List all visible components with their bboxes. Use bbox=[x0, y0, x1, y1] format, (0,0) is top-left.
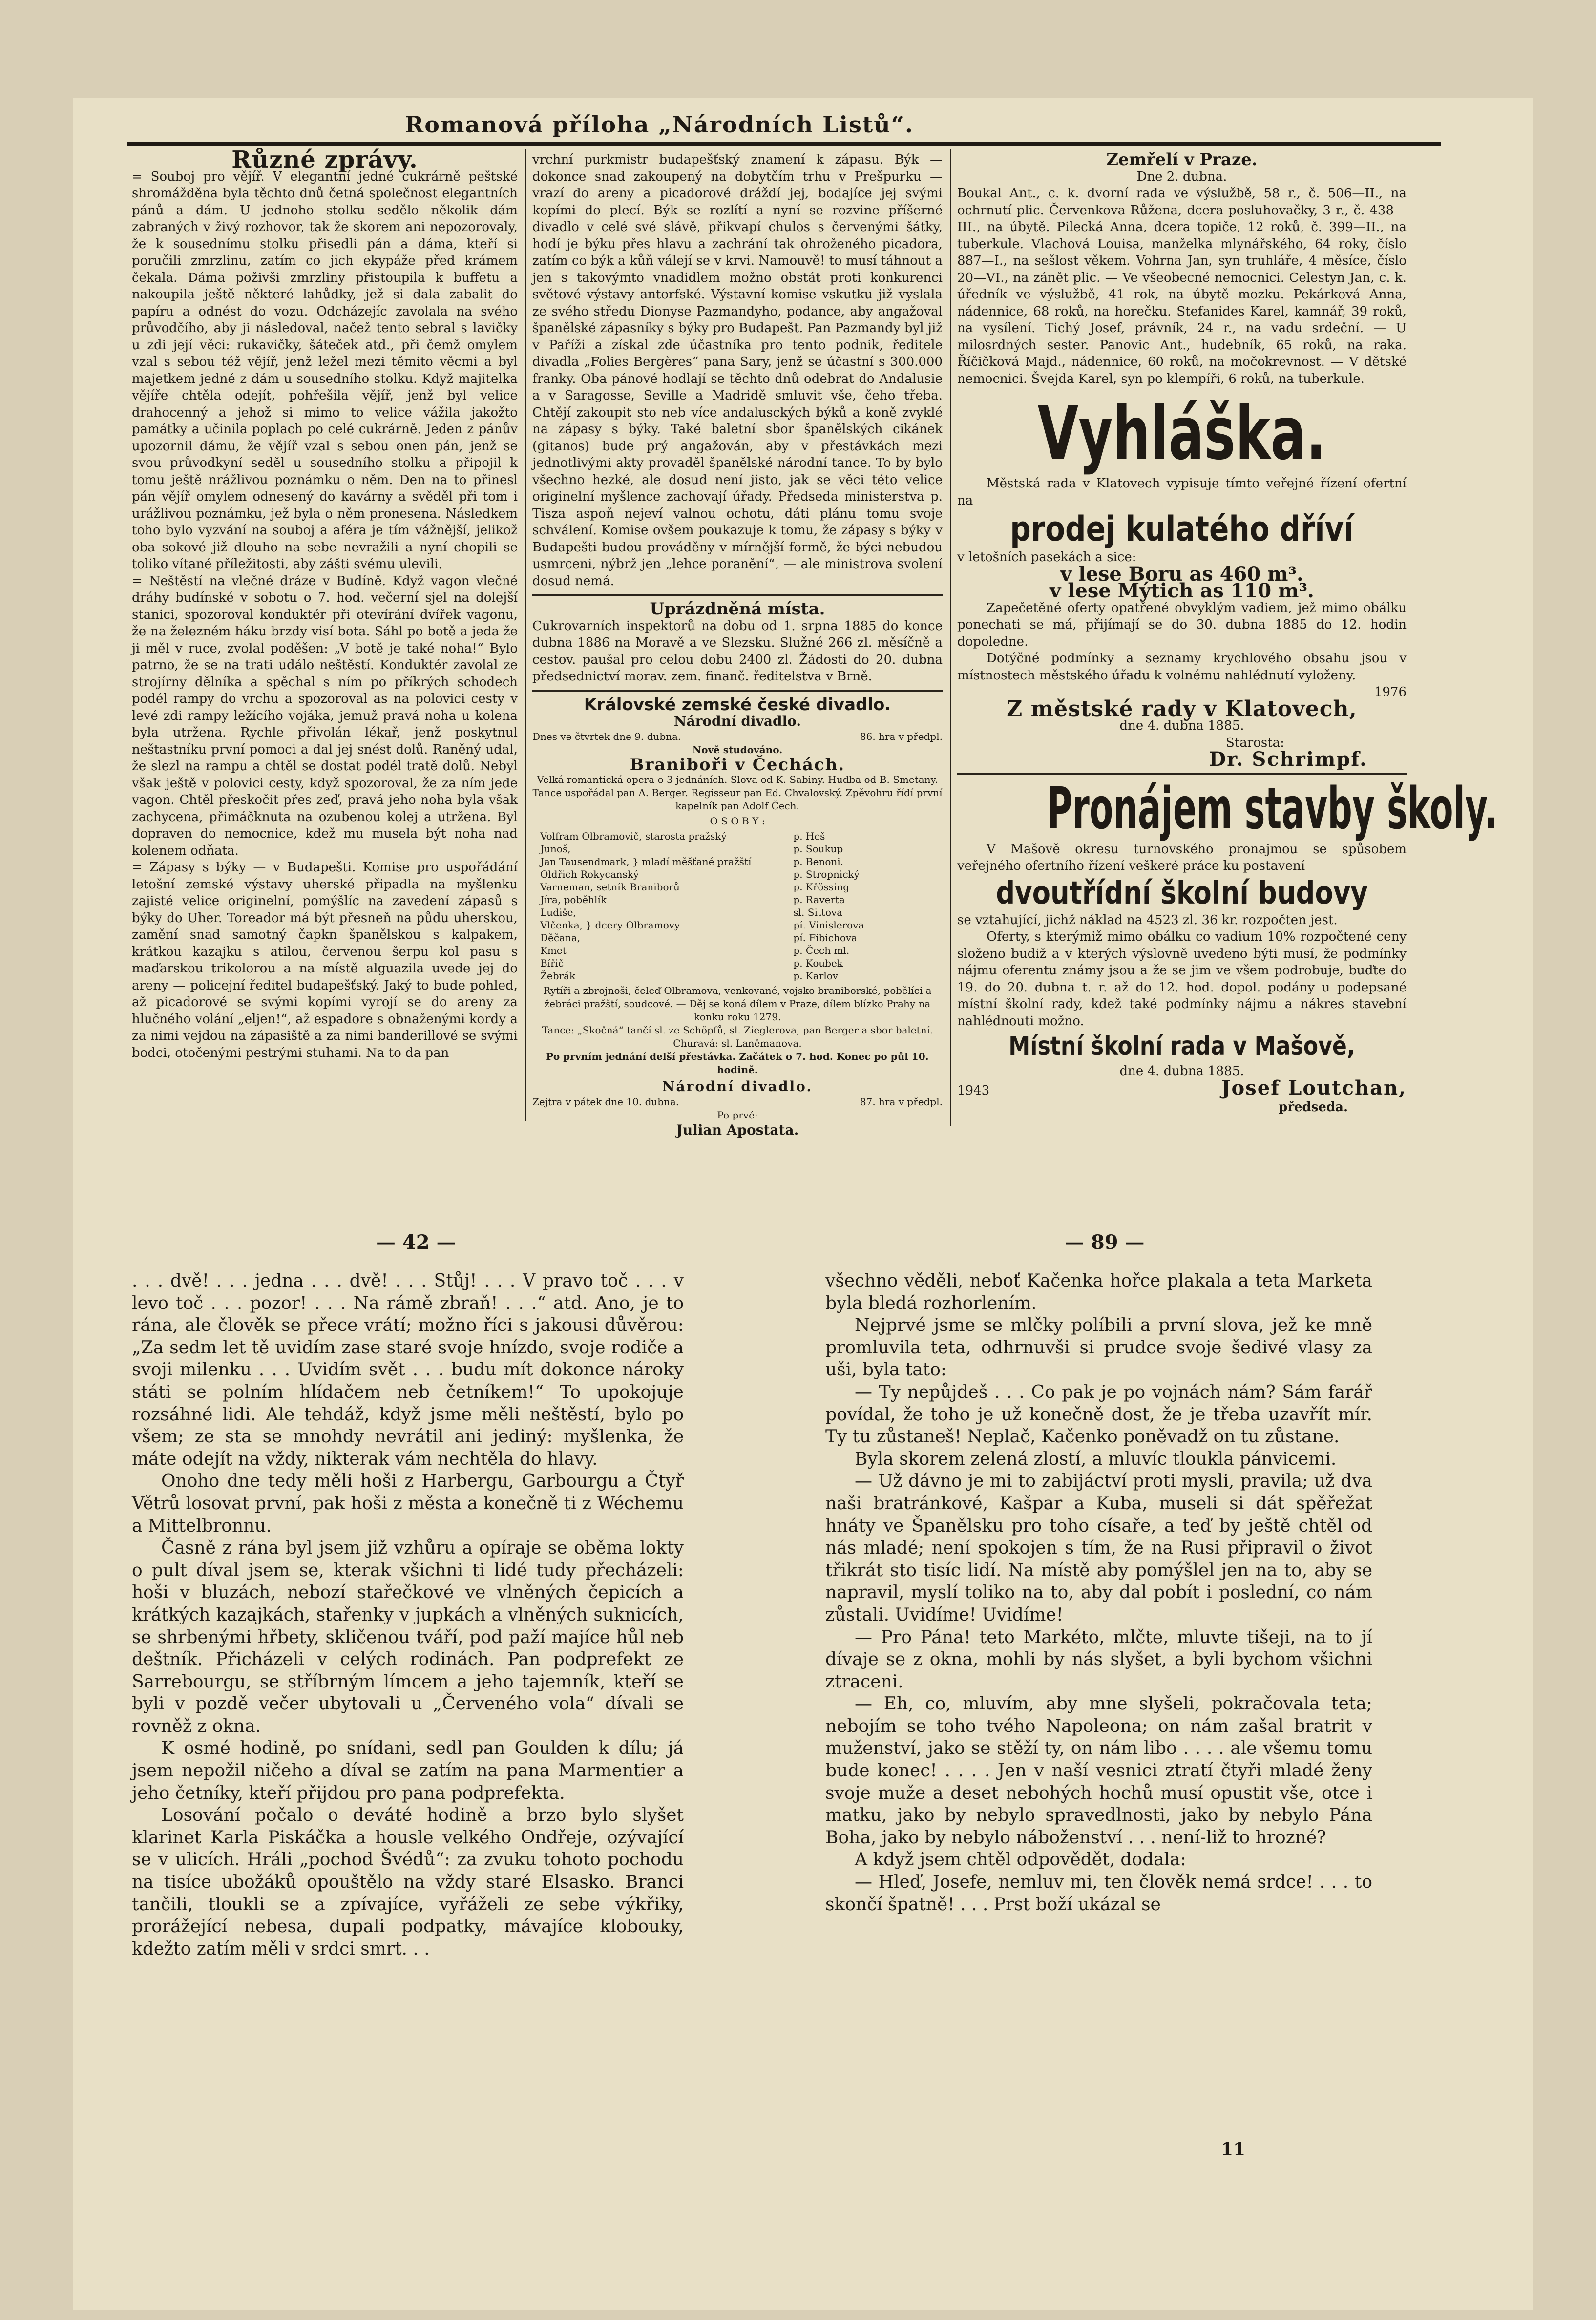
article-zapasy-cont: vrchní purkmistr budapešťský znamení k zápasu. Býk — dokonce snad zakoupený na dobytčím trhu v Prešpurku — vrazí do areny a picadorové dráždí jej, bodajíce jej svými kopími do plecí. Býk se rozlítí a nyní se rozvine příšerné divadlo v celé své slávě, přikvapí chulos s červenými šátky, hodí je býku přes hlavu a zachrání tak ohroženého picadora, zatím co býk a kůň válejí se v krvi. Namouvě! to musí táhnout a jen s takovýmto vnadidlem možno obstát proti konkurenci světové výstavy antorfské. Výstavní komise vskutku již vyslala ze svého středu Dionyse Pazmandyho, podance, aby angažoval španělské zápasníky s býky pro Budapešt. Pan Pazmandy byl již v Paříži a získal zde účastníka pro tento podnik, ředitele divadla „Folies Bergères“ pana Sary, jenž se účastní s 300.000 franky. Oba pánové hodlají se těchto dnů odebrat do Andalusie a v Saragosse, Seville a Madridě smluvit vše, čeho třeba. Chtějí zakoupit sto neb více andalusckých býků a koně zvyklé na zápasy s býky. Také baletní sbor španělských cikánek (gitanos) bude prý angažován, aby v přestávkách mezi jednotlivými akty provaděl španělské národní tance. To by bylo všechno hezké, ale dosud není jisto, jak se věci této velice originelní myšlence zachovají úřady. Předseda ministerstva p. Tisza aspoň nejeví valnou ochotu, dáti plánu tomu svoje schválení. Komise ovšem poukazuje k tomu, že zápasy s býky v Budapešti budou prováděny v mírnější formě, že býci nebudou usmrceni, nýbrž jen „lehce poranění“, — ale ministrova svolení dosud nemá. bbox=[532, 152, 943, 589]
new-study: Nově studováno. bbox=[692, 743, 783, 756]
heading-uprazdnena-mista: Uprázdněná místa. bbox=[650, 599, 825, 619]
signature-mark: 11 bbox=[1221, 2139, 1246, 2160]
left-paragraph-4: K osmé hodině, po snídani, sedl pan Goulden k dílu; já jsem nepožil ničeho a díval se zatím na pana Marmentier a jeho četníky, kteří přijdou pro pana podprefekta. bbox=[132, 1738, 684, 1803]
right-paragraph-4: Byla skorem zelená zlostí, a mluvíc tloukla pánvicemi. bbox=[855, 1449, 1337, 1469]
cast-row bbox=[537, 906, 867, 919]
column-2 bbox=[532, 151, 943, 1138]
cast-actor: p. Karlov bbox=[793, 970, 839, 982]
vyhlaska-starosta: Starosta: bbox=[1226, 735, 1284, 750]
cast-actor: p. Čech ml. bbox=[793, 945, 850, 956]
right-paragraph-5: — Už dávno je mi to zabijáctví proti mysli, pravila; už dva naši bratránkové, Kašpar a Kuba, museli si dát spěřežat hnáty ve Španělsku pro toho císaře, a teď by ještě chtěl od nás mladé; není spokojen s tím, že na Rusi připravil o život třikrát sto tisíc lidí. Na místě aby pomýšlel jen na to, aby se napravil, myslí toliko na to, aby dal pobít i poslední, co nám zůstali. Uvidíme! Uvidíme! bbox=[825, 1471, 1372, 1625]
cast-role: Oldřich Rokycanský bbox=[540, 868, 639, 880]
cast-list bbox=[537, 830, 867, 982]
pronajem-number: 1943 bbox=[957, 1083, 990, 1098]
cast-role: Kmet bbox=[540, 945, 567, 956]
cast-heading: O S O B Y : bbox=[710, 815, 765, 827]
costume-note: Churavá: sl. Laněmanova. bbox=[673, 1037, 802, 1049]
cast-role: Ludiše, bbox=[540, 907, 576, 918]
vyhlaska-headline: prodej kulatého dříví bbox=[1010, 509, 1354, 549]
article-zapasy: = Zápasy s býky — v Budapešti. Komise pro uspořádání letošní zemské výstavy uherské připadla na myšlenku zajisté velice originelní, pomýšlíc na zavedení zápasů s býky do Uher. Toreador má být přesneň na půdu uherskou, zamění snad samotný čapkn španělskou s kalpakem, krátkou kazajku s atilou, červenou šerpu kol pasu s maďarskou trikolorou a na místě alguazila uvede jej do areny — policejní ředitel budapešťský. Jaký to bude pohled, až picadorové se svými kopími vyrojí se do areny za hlučného volání „eljen!“, až espadore s obnaženými kordy a za nimi vejdou na zápasiště a za nimi banderillové se svými bodci, otočenými pestrými stuhami. Na to da pan bbox=[132, 860, 518, 1060]
section-rule bbox=[532, 690, 943, 692]
masthead-rule bbox=[127, 142, 1441, 146]
cast-actor: pí. Fibichova bbox=[793, 932, 858, 944]
cast-row bbox=[537, 855, 867, 868]
left-paragraph-1: . . . dvě! . . . jedna . . . dvě! . . . Stůj! . . . V pravo toč . . . v levo toč . . . pozor! . . . Na rámě zbraň! . . .“ atd. Ano, je to rána, ale člověk se přece vrátí; možno říci s jakousi důvěrou: „Za sedm let tě uvidím zase staré svoje hnízdo, svoje rodiče a svoji milenku . . . Uvidím svět . . . budu mít dokonce nároky státi se polním hlídačem neb četníkem!“ To upokojuje rozsáhné lidi. Ale tehdáž, když jsme měli neštěstí, bylo po všem; ze sta se mnohdy nevrátil ani jediný: myšlenka, že máte odejít na vždy, nikterak vám nechtěla do hlavy. bbox=[132, 1271, 684, 1469]
vyhlaska-date: dne 4. dubna 1885. bbox=[1119, 718, 1244, 733]
cast-actor: p. Koubek bbox=[793, 957, 843, 969]
cast-role: Varneman, setník Braniborů bbox=[540, 881, 680, 893]
pronajem-text3: Oferty, s kterýmiž mimo obálku co vadium 10% rozpočtené ceny složeno budiž a v kterých výslovně uvedeno býti musí, že podmínky nájmu oferentu známy jsou a že se jim ve všem podrobuje, buďte do 19. do 20. dubna t. r. až do 12. hod. dopol. podány u podepsané místní školní rady, kdež také podmínky nájmu a nákres stavební nahlédnouti možno. bbox=[957, 929, 1407, 1029]
vyhlaska-text2: v letošních pasekách a sice: bbox=[957, 550, 1136, 565]
cast-row bbox=[537, 970, 867, 982]
pronajem-text2: se vztahující, jichž náklad na 4523 zl. 36 kr. rozpočten jest. bbox=[957, 912, 1338, 928]
tomorrow-line bbox=[532, 1096, 943, 1109]
today-subscription: 86. hra v předpl. bbox=[860, 730, 943, 742]
cast-actor: p. Křössing bbox=[793, 881, 850, 893]
cast-actor: p. Raverta bbox=[793, 894, 845, 906]
tomorrow-subscription: 87. hra v předpl. bbox=[860, 1096, 943, 1108]
dance-note: Tance: „Skočná“ tančí sl. ze Schöpfů, sl. Zieglerova, pan Berger a sbor baletní. bbox=[542, 1024, 933, 1036]
cast-actor: sl. Sittova bbox=[793, 907, 843, 918]
vyhlaska-line2: v lese Mýtich as 110 m³. bbox=[1050, 579, 1314, 602]
right-paragraph-6: — Pro Pána! teto Markéto, mlčte, mluvte tišeji, na to jí dívaje se z okna, mohli by nás slyšet, a byli bychom všichni ztraceni. bbox=[825, 1627, 1372, 1692]
cast-row bbox=[537, 944, 867, 957]
theatre-subheading: Národní divadlo. bbox=[673, 713, 801, 729]
cast-actor: p. Stropnický bbox=[793, 868, 860, 880]
cast-role: Junoš, bbox=[540, 843, 571, 855]
column-separator bbox=[950, 149, 951, 1126]
deaths-text: Boukal Ant., c. k. dvorní rada ve výslužbě, 58 r., č. 506—II., na ochrnutí plic. Červenkova Růžena, dcera posluhovačky, 3 r., č. 438—III., na úbytě. Pilecká Anna, dcera topiče, 12 roků, č. 399—II., na tuberkule. Vlachová Louisa, manželka mlynářského, 64 roky, číslo 887—I., na sešlost věkem. Vohrna Jan, syn truhláře, 4 měsíce, číslo 20—VI., na zánět plic. — Ve všeobecné nemocnici. Celestyn Jan, c. k. úředník ve výslužbě, 41 rok, na úbytě mozku. Pekárková Anna, nádennice, 68 roků, na horečku. Stefanides Karel, kamnář, 39 roků, na vysílení. Tichý Josef, právník, 24 r., na vadu srdeční. — U milosrdných sester. Panovic Ant., hudebník, 65 roků, na raka. Říčičková Majd., nádennice, 60 roků, na močokrevnost. — V dětské nemocnici. Švejda Karel, syn po klempíři, 6 roků, na tuberkule. bbox=[957, 186, 1407, 386]
heading-ruzne-zpravy: Různé zprávy. bbox=[231, 146, 418, 173]
vyhlaska-text4: Dotýčné podmínky a seznamy krychlového obsahu jsou v místnostech městského úřadu k volnému nahlédnutí vyloženy. bbox=[957, 651, 1407, 683]
pronajem-title: Pronájem stavby školy. bbox=[1047, 774, 1498, 842]
cast-row bbox=[537, 830, 867, 843]
vyhlaska-title: Vyhláška. bbox=[1037, 391, 1326, 476]
cast-row bbox=[537, 868, 867, 881]
right-paragraph-7: — Eh, co, mluvím, aby mne slyšeli, pokračovala teta; nebojím se toho tvého Napoleona; on nám zašal bratrit v muženství, jako se stěží ty, on nám libo . . . . ale všemu tomu bude konec! . . . . Jen v naší vesnici ztratí čtyři mladé ženy svoje muže a deset nebohých hochů musí opustit vše, otce i matku, jako by nebylo spravedlnosti, jako by nebylo Pána Boha, jako by nebylo náboženství . . . není-liž to hrozné? bbox=[825, 1694, 1372, 1848]
page-number-left: — 42 — bbox=[376, 1231, 456, 1254]
cast-actor: p. Soukup bbox=[793, 843, 843, 855]
left-paragraph-3: Časně z rána byl jsem již vzhůru a opíraje se oběma lokty o pult díval jsem se, kterak všichni ti lidé tudy přecházeli: hoši v bluzách, nebozí stařečkové ve vlněných čepicích a krátkých kazajkách, stařenky v jupkách a vlněných suknicích, se shrbenými hřbety, skličenou tváří, pod paží majíce hůl neb deštník. Přicházeli v celých rodinách. Pan podprefekt ze Sarrebourgu, se stříbrným límcem a jeho tajemník, kteří se byli v pozdě večer ubytovali u „Červeného vola“ dívali se rovněž z okna. bbox=[132, 1538, 684, 1736]
vyhlaska-text3: Zapečetěné oferty opatřené obvyklým vadiem, jež mimo obálku ponechati se má, přijímají se do 30. dubna 1885 do 12. hodin dopoledne. bbox=[957, 600, 1407, 649]
cast-row bbox=[537, 843, 867, 855]
pronajem-intro: V Mašově okresu turnovského pronajmou se spůsobem veřejného ofertního řízení veškeré práce ku postavení bbox=[957, 842, 1407, 873]
column-1 bbox=[132, 146, 518, 1123]
lower-left-page bbox=[132, 1270, 684, 2188]
pronajem-council: Místní školní rada v Mašově, bbox=[1008, 1032, 1355, 1061]
page-number-right: — 89 — bbox=[1065, 1231, 1145, 1254]
play2-title: Julian Apostata. bbox=[676, 1121, 799, 1138]
cast-role: Bířič bbox=[540, 957, 564, 969]
article-souboj: = Souboj pro vějíř. V elegantní jedné cukrárně peštské shromážděna byla těchto dnů četná společnost elegantních pánů a dám. U jednoho stolku sedělo několik dám zabraných v živý rozhovor, tak že skorem ani nepozorovaly, že k sousednímu stolku přisedli pán a dáma, kteří si poručili zmrzlinu, zatím co jich ekypáže před krámem čekala. Dáma poživši zmrzliny přistoupila k buffetu a nakoupila ještě některé lahůdky, jež si dala zabalit do papíru a odnést do vozu. Odcházejíc zavolala na svého průvodčího, aby ji následoval, načež tento sebral s lavičky u zdi její věci: rukavičky, šáteček atd., při čemž omylem vzal s sebou též vějíř, jenž ležel mezi těmito věcmi a byl majetkem jedné z dám u sousedního stolku. Když majitelka vějíře chtěla odejít, pohřešila vějíř, jenž byl velice drahocenný a jehož si mimo to velice vážila jakožto památky a učinila poplach po celé cukrárně. Jeden z pánův upozornil dámu, že vějíř vzal s sebou onen pán, jenž se svou průvodkyní seděl u sousedního stolku a připojil k tomu ještě nrážlivou poznámku o něm. Den na to přinesl pán vějíř omylem odnesený do kavárny a svěděl při tom i urážlivou poznámku, jež byla o něm pronesena. Následkem toho bylo vyzvání na souboj a aféra je tím vážnější, jelikož oba sokové již dlouho na sebe nevražili a nyní chopili se toliko vítané příležitosti, aby zášti svému ulevili. bbox=[132, 169, 518, 571]
cast-actor: pí. Vinislerova bbox=[793, 919, 864, 931]
vyhlaska-number: 1976 bbox=[1374, 685, 1407, 699]
cast-note: Rytíři a zbrojnoši, čeleď Olbramova, venkované, vojsko braniborské, pobělíci a žebráci pražští, soudcové. — Děj se koná dílem v Praze, dílem blízko Prahy na konku roku 1279. bbox=[543, 985, 932, 1023]
vyhlaska-intro: Městská rada v Klatovech vypisuje tímto veřejné řízení ofertní na bbox=[957, 476, 1407, 508]
vacancy-text: Cukrovarních inspektorů na dobu od 1. srpna 1885 do konce dubna 1886 na Moravě a ve Slezsku. Služné 266 zl. měsíčně a cestov. paušal pro celou dobu 2400 zl. Žádosti do 20. dubna předsednictví morav. zem. finanč. ředitelstva v Brně. bbox=[532, 618, 943, 684]
play-description: Velká romantická opera o 3 jednáních. Slova od K. Sabiny. Hudba od B. Smetany. Tance uspořádal pan A. Berger. Regisseur pan Ed. Chvalovský. Zpěvohru řídí první kapelník pan Adolf Čech. bbox=[532, 774, 943, 812]
right-paragraph-3: — Ty nepůjdeš . . . Co pak je po vojnách nám? Sám farář povídal, že toho je už konečně dost, že je třeba uzavřít mír. Ty tu zůstaneš! Neplač, Kačenko poněvadž on tu zůstane. bbox=[825, 1382, 1372, 1447]
column-separator bbox=[525, 149, 526, 1121]
left-paragraph-5: Losování počalo o deváté hodině a brzo bylo slyšet klarinet Karla Piskáčka a housle velkého Ondřeje, ozývající se v ulicích. Hráli „pochod Švédů“: za zvuku tohoto pochodu na tisíce ubožáků opouštělo na vždy staré Elsasko. Branci tančili, tloukli se a zpívajíce, vyřáželi ze sebe výkřiky, prorážející nebesa, dupali podpatky, mávajíce klobouky, kdežto zatím měli v srdci smrt. . . bbox=[132, 1805, 684, 1959]
lower-right-page bbox=[825, 1270, 1372, 2188]
cast-row bbox=[537, 931, 867, 944]
cast-actor: p. Benoni. bbox=[793, 856, 843, 867]
pronajem-signature: Josef Loutchan, bbox=[1221, 1076, 1407, 1099]
today-line bbox=[532, 730, 943, 743]
right-paragraph-2: Nejprvé jsme se mlčky políbili a první slova, jež ke mně promluvila teta, odhrnuvši si prudce svoje šedivé vlasy za uši, byla tato: bbox=[825, 1315, 1372, 1380]
start-note: Po prvním jednání delší přestávka. Začátek o 7. hod. Konec po půl 10. hodině. bbox=[546, 1051, 929, 1076]
vyhlaska-signature: Dr. Schrimpf. bbox=[1209, 748, 1367, 771]
pronajem-date: dne 4. dubna 1885. bbox=[1119, 1064, 1244, 1078]
right-paragraph-8: A když jsem chtěl odpovědět, dodala: bbox=[855, 1850, 1186, 1870]
section-rule bbox=[532, 594, 943, 596]
play-title: Braniboři v Čechách. bbox=[630, 755, 845, 775]
theatre2-heading: Národní divadlo. bbox=[662, 1078, 813, 1095]
right-paragraph-1: všechno věděli, neboť Kačenka hořce plakala a teta Marketa byla bledá rozhorlením. bbox=[825, 1271, 1372, 1313]
cast-row bbox=[537, 919, 867, 931]
cast-role: Vlčenka, } dcery Olbramovy bbox=[540, 919, 680, 931]
deaths-date: Dne 2. dubna. bbox=[1136, 169, 1227, 184]
cast-row bbox=[537, 893, 867, 906]
masthead: Romanová příloha „Národních Listů“. bbox=[404, 111, 914, 138]
deaths-heading: Zemřelí v Praze. bbox=[1106, 150, 1258, 169]
first-time: Po prvé: bbox=[717, 1109, 758, 1121]
cast-role: Jan Tausendmark, } mladí měšťané pražští bbox=[540, 856, 752, 867]
cast-actor: p. Heš bbox=[793, 830, 825, 842]
article-nestesti: = Neštěstí na vlečné dráze v Budíně. Když vagon vlečné dráhy budínské v sobotu o 7. hod. večerní sjel na dolejší stanici, spozoroval konduktér při otevírání dvířek vagonu, že na železném háku brzdy visí bota. Sáhl po botě a jeda že ji měl v ruce, zvolal poděšen: „V botě je také noha!“ Bylo patrno, že se na trati událo neštěstí. Konduktér zavolal ze strojírny dělníka a spěchal s ním po příkrých schodech podél rampy do vrchu a spozoroval as na polovici cesty v levé zdi rampy ležícího vojáka, jemuž pravá noha u kolena byla utržena. Rychle přivolán lékař, jenž poskytnul neštastníku první pomoci a dal jej snést dolů. Raněný udal, že slezl na rampu a chtěl se dostat podél tratě dolů. Nebyl však ještě v polovici cesty, když spozoroval, že za ním jede vagon. Chtěl přeskočit přes zeď, pravá jeho noha byla však zachycena, přimáčknuta na ozubenou kolej a utržena. Byl dopraven do nemocnice, kdež mu musela být noha nad kolenem odňata. bbox=[132, 573, 518, 858]
pronajem-footer bbox=[957, 1076, 1407, 1099]
cast-role: Volfram Olbramovič, starosta pražský bbox=[540, 830, 727, 842]
pronajem-role: předseda. bbox=[1279, 1100, 1348, 1115]
vyhlaska-council: Z městské rady v Klatovech, bbox=[1007, 696, 1357, 721]
tomorrow-date: Zejtra v pátek dne 10. dubna. bbox=[532, 1096, 679, 1108]
column-3 bbox=[957, 150, 1498, 1128]
cast-row bbox=[537, 957, 867, 970]
pronajem-headline: dvoutřídní školní budovy bbox=[996, 875, 1368, 911]
cast-row bbox=[537, 881, 867, 893]
cast-role: Žebrák bbox=[540, 970, 576, 982]
right-paragraph-9: — Hleď, Josefe, nemluv mi, ten člověk nemá srdce! . . . to skončí špatně! . . . Prst boží ukázal se bbox=[825, 1872, 1372, 1915]
theatre-heading: Královské zemské české divadlo. bbox=[584, 695, 891, 715]
cast-role: Jíra, poběhlík bbox=[540, 894, 607, 906]
cast-role: Děčana, bbox=[540, 932, 581, 944]
today-date: Dnes ve čtvrtek dne 9. dubna. bbox=[532, 730, 681, 742]
vyhlaska-line1: v lese Boru as 460 m³. bbox=[1060, 562, 1303, 586]
left-paragraph-2: Onoho dne tedy měli hoši z Harbergu, Garbourgu a Čtyř Větrů losovat první, pak hoši z města a konečně ti z Wéchemu a Mittelbronnu. bbox=[132, 1471, 684, 1536]
